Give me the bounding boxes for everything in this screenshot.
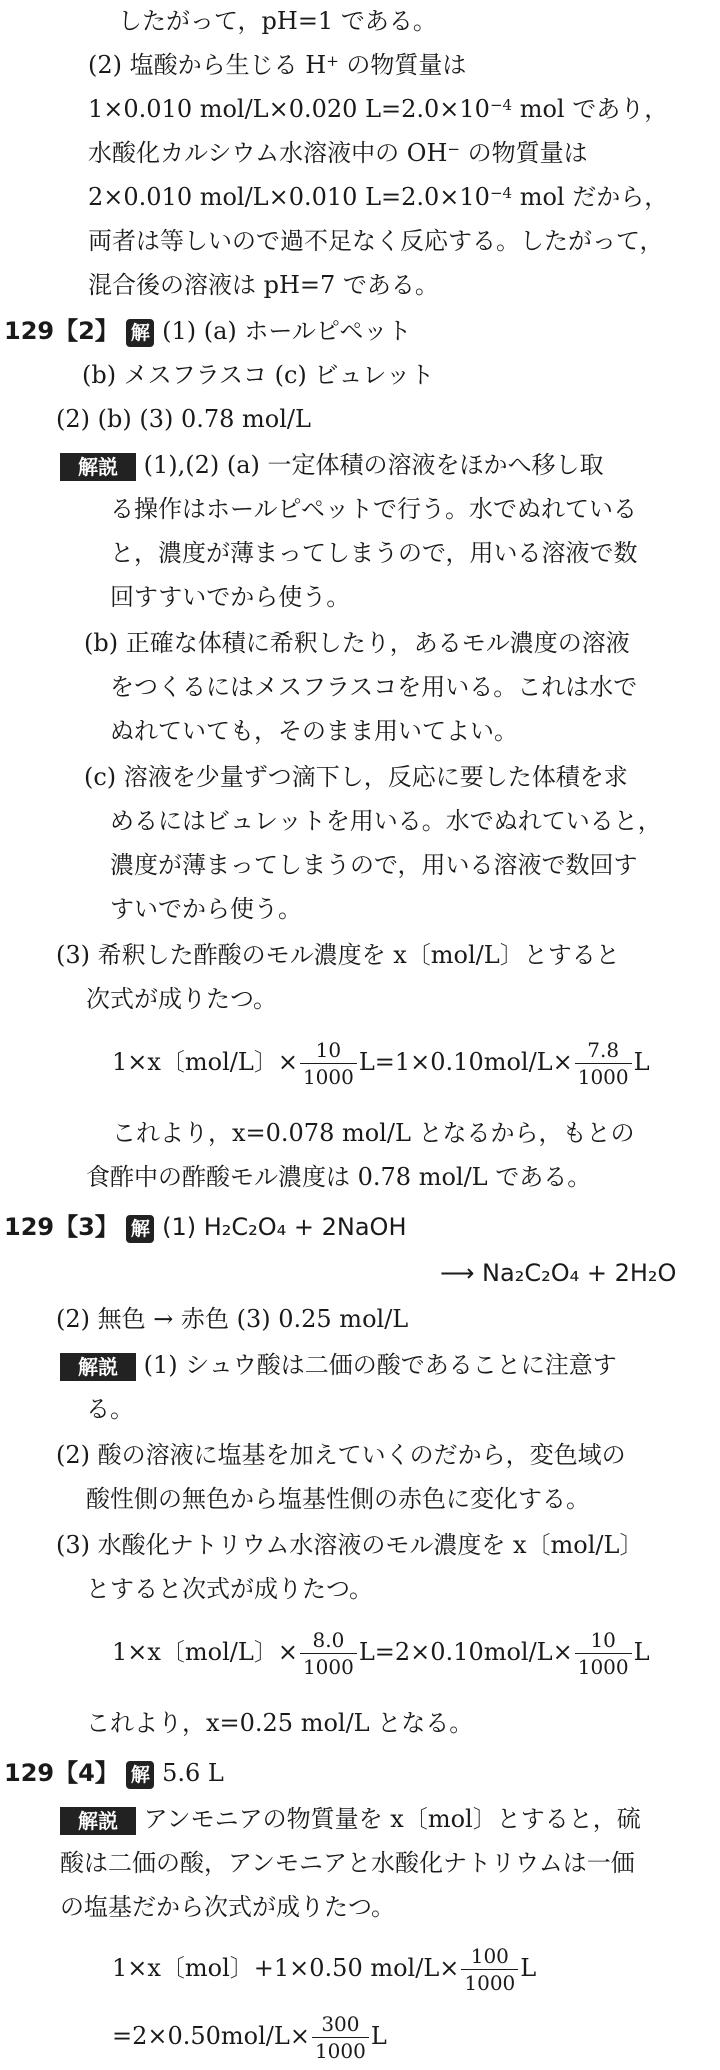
text-line: 2×0.010 mol/L×0.010 $L=2.0\times 10^{-4}$ mol だから， [88,183,669,211]
answer-line: (2) 無色 → 赤色 (3) 0.25 mol/L [56,1305,409,1333]
answer-header [4,1756,224,1790]
answer-text: 5.6 L [162,1759,224,1787]
answer-badge: 解 [126,1215,154,1243]
explanation-line: をつくるにはメスフラスコを用いる。これは水で [110,673,638,701]
equation: =2×0.50mol/L× $\frac{300}{1000}$ L [112,2012,387,2063]
explanation-line: 次式が成りたつ。 [86,985,278,1013]
explanation-line: 回すすいでから使う。 [110,583,351,611]
explanation-line: る。 [86,1395,134,1423]
answer-line: (b) メスフラスコ (c) ビュレット [82,361,435,389]
explanation-line: 解説 (1),(2) (a) 一定体積の溶液をほかへ移し取 [60,448,604,482]
problem-number: 129【2】 [4,317,119,345]
explanation-line: これより，x=0.078 mol/L となるから，もとの [112,1119,635,1147]
explanation-badge: 解説 [60,1807,136,1835]
explanation-line: とすると次式が成りたつ。 [86,1575,374,1603]
answer-header [4,314,411,348]
explanation-line: 酸性側の無色から塩基性側の赤色に変化する。 [86,1485,590,1513]
equation: 1×x〔mol〕+1×0.50 mol/L× $\frac{100}{1000}$ L [112,1944,537,1995]
explanation-line: の塩基だから次式が成りたつ。 [60,1893,396,1921]
explanation-line: めるにはビュレットを用いる。水でぬれていると， [110,807,662,835]
text-line: (2) 塩酸から生じる H+ の物質量は [88,51,467,79]
equation: 1×x〔mol/L〕× $\frac{8.0}{1000}$ L=2×0.10mol/L× $\frac{10}{1000}$ L [112,1628,650,1679]
explanation-line: これより，x=0.25 mol/L となる。 [86,1709,474,1737]
explanation-line: 酸は二価の酸，アンモニアと水酸化ナトリウムは一価 [60,1849,635,1877]
fraction: $\frac{100}{1000}$ [461,1946,518,1993]
fraction: $\frac{8.0}{1000}$ [300,1630,357,1677]
explanation-line: すいでから使う。 [110,895,302,923]
text-line: 両者は等しいので過不足なく反応する。したがって， [88,227,664,255]
explanation-line: と，濃度が薄まってしまうので，用いる溶液で数 [110,539,638,567]
answer-text: (1) H₂C₂O₄ + 2NaOH [162,1213,407,1241]
text-line: 水酸化カルシウム水溶液中の OH− の物質量は [88,139,588,167]
text-line: 1×0.010 mol/L×0.020 $L=2.0\times 10^{-4}$ mol であり， [88,95,669,123]
explanation-line: ぬれていても，そのまま用いてよい。 [110,717,518,745]
explanation-line: (3) 水酸化ナトリウム水溶液のモル濃度を x〔mol/L〕 [56,1531,644,1559]
explanation-line: (c) 溶液を少量ずつ滴下し，反応に要した体積を求 [84,763,628,791]
answer-line: ⟶ Na₂C₂O₄ + 2H₂O [440,1259,677,1287]
fraction: $\frac{10}{1000}$ [300,1040,357,1087]
explanation-badge: 解説 [60,453,136,481]
explanation-badge: 解説 [60,1353,136,1381]
explanation-line: る操作はホールピペットで行う。水でぬれている [110,495,638,523]
explanation-line: 解説 (1) シュウ酸は二価の酸であることに注意す [60,1348,617,1382]
problem-number: 129【3】 [4,1213,119,1241]
explanation-line: 濃度が薄まってしまうので，用いる溶液で数回す [110,851,638,879]
answer-header [4,1210,407,1244]
explanation-line: 食酢中の酢酸モル濃度は 0.78 mol/L である。 [86,1163,592,1191]
answer-badge: 解 [126,1761,154,1789]
text-line: したがって，pH=1 である。 [118,7,437,35]
answer-badge: 解 [126,319,154,347]
problem-number: 129【4】 [4,1759,119,1787]
answer-text: (1) (a) ホールピペット [162,317,412,345]
explanation-line: (b) 正確な体積に希釈したり，あるモル濃度の溶液 [84,629,630,657]
explanation-line: 解説 アンモニアの物質量を x〔mol〕とすると，硫 [60,1802,641,1836]
answer-line: (2) (b) (3) 0.78 mol/L [56,405,311,433]
equation: 1×x〔mol/L〕× $\frac{10}{1000}$ L=1×0.10mol/L× $\frac{7.8}{1000}$ L [112,1038,650,1089]
explanation-line: (3) 希釈した酢酸のモル濃度を x〔mol/L〕とすると [56,941,620,969]
fraction: $\frac{7.8}{1000}$ [575,1040,632,1087]
explanation-line: (2) 酸の溶液に塩基を加えていくのだから，変色域の [56,1441,626,1469]
fraction: $\frac{300}{1000}$ [312,2014,369,2061]
fraction: $\frac{10}{1000}$ [575,1630,632,1677]
text-line: 混合後の溶液は pH=7 である。 [88,271,439,299]
